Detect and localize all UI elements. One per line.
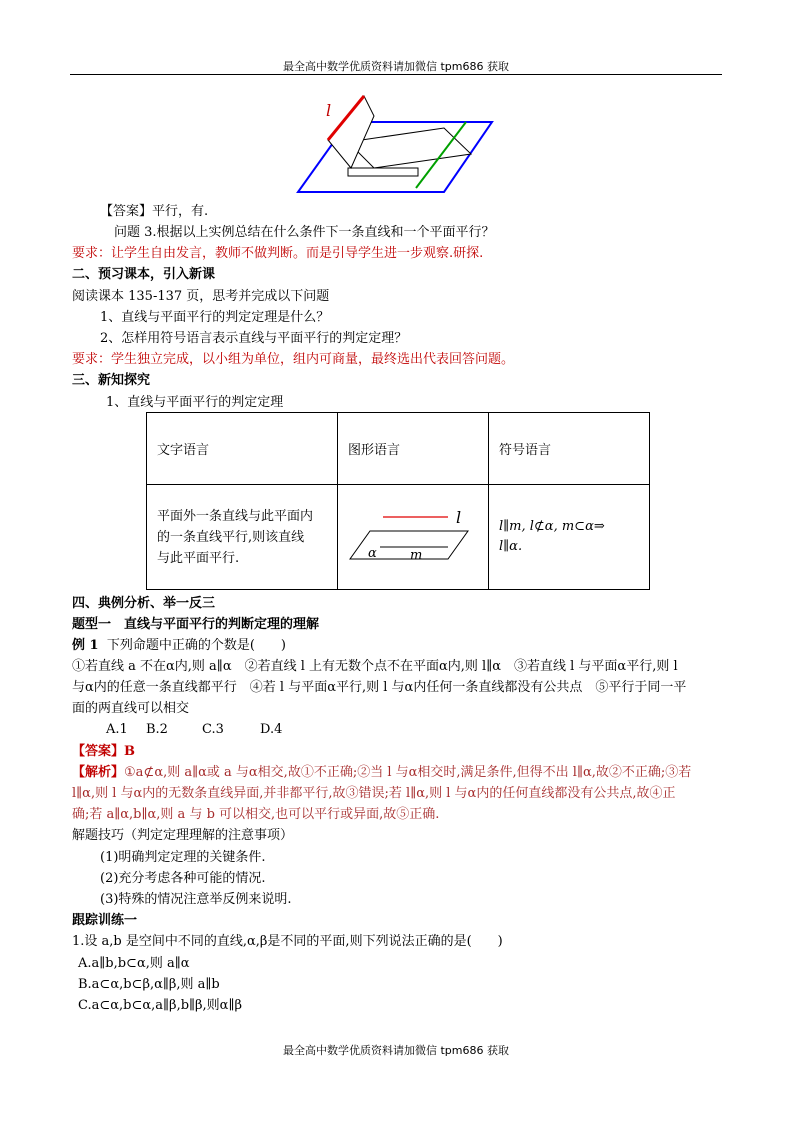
theorem-table xyxy=(146,412,650,590)
practice-1-option-c: C.a⊂α,b⊂α,a∥β,b∥β,则α∥β xyxy=(78,998,242,1013)
example-1-body-3: 面的两直线可以相交 xyxy=(72,701,190,716)
theorem-table-body-row xyxy=(147,485,650,590)
analysis-2: l∥α,则 l 与α内的无数条直线异面,并非都平行,故③错误;若 l∥α,则 l 与α内的任何直线都没有公共点,故④正 xyxy=(72,786,676,801)
theorem-title: 1、直线与平面平行的判定定理 xyxy=(106,395,284,410)
section-4-title: 四、典例分析、举一反三 xyxy=(72,596,216,611)
line-label-l: l xyxy=(326,101,332,120)
theorem-text-line3: 与此平面平行. xyxy=(157,550,240,566)
theorem-figure-cell xyxy=(338,485,489,590)
preview-question-2: 2、怎样用符号语言表示直线与平面平行的判定定理？ xyxy=(100,331,408,346)
type-1-title: 题型一 直线与平面平行的判断定理的理解 xyxy=(72,617,320,632)
practice-1-option-b: B.a⊂α,b⊂β,α∥β,则 a∥b xyxy=(78,977,220,992)
example-1-body-2: 与α内的任意一条直线都平行 ④若 l 与平面α平行,则 l 与α内任何一条直线都没有公共点 ⑤平行于同一平 xyxy=(72,680,687,695)
theorem-symbol-cell xyxy=(489,485,650,590)
practice-1-stem: 1.设 a,b 是空间中不同的直线,α,β是不同的平面,则下列说法正确的是( ) xyxy=(72,934,503,949)
theorem-figure xyxy=(338,495,488,575)
page-thickness xyxy=(348,168,418,176)
theorem-text-cell xyxy=(147,485,338,590)
book-plane-figure xyxy=(296,84,496,196)
header-symbol-language: 符号语言 xyxy=(489,413,650,485)
label-alpha: α xyxy=(368,546,377,561)
section-3-title: 三、新知探究 xyxy=(72,373,151,388)
symbol-line1: l∥m, l⊄α, m⊂α⇒ xyxy=(499,519,605,534)
option-d: D.4 xyxy=(260,722,283,737)
requirement-1: 要求：让学生自由发言，教师不做判断。而是引导学生进一步观察.研探. xyxy=(72,246,484,261)
preview-question-1: 1、直线与平面平行的判定定理是什么？ xyxy=(100,310,330,325)
tip-1: (1)明确判定定理的关键条件. xyxy=(100,850,266,865)
page-header: 最全高中数学优质资料请加微信 tpm686 获取 xyxy=(283,60,509,73)
example-1-label: 例 1 xyxy=(72,638,99,653)
header-text-language: 文字语言 xyxy=(147,413,338,485)
reading-instruction: 阅读课本 135-137 页，思考并完成以下问题 xyxy=(72,289,330,304)
theorem-text-line1: 平面外一条直线与此平面内 xyxy=(157,508,314,524)
answer-2: 【答案】B xyxy=(72,744,135,759)
label-l: l xyxy=(456,508,462,527)
header-rule xyxy=(70,74,722,75)
question-3: 问题 3.根据以上实例总结在什么条件下一条直线和一个平面平行？ xyxy=(114,225,495,240)
analysis-label: 【解析】 xyxy=(72,765,125,780)
symbol-line2: l∥α. xyxy=(499,539,523,554)
practice-title: 跟踪训练一 xyxy=(72,913,138,928)
tips-title: 解题技巧（判定定理理解的注意事项） xyxy=(72,828,294,843)
example-1-text: 下列命题中正确的个数是( ) xyxy=(106,638,286,653)
requirement-2: 要求：学生独立完成，以小组为单位，组内可商量，最终选出代表回答问题。 xyxy=(72,352,515,367)
example-1 xyxy=(72,635,286,656)
option-a: A.1 xyxy=(106,722,128,737)
page-footer: 最全高中数学优质资料请加微信 tpm686 获取 xyxy=(283,1044,509,1057)
header-figure-language: 图形语言 xyxy=(338,413,489,485)
answer-1: 【答案】平行，有. xyxy=(100,204,209,219)
tip-3: (3)特殊的情况注意举反例来说明. xyxy=(100,892,292,907)
example-1-options xyxy=(106,719,282,740)
section-2-title: 二、预习课本，引入新课 xyxy=(72,267,216,282)
theorem-text-line2: 的一条直线平行,则该直线 xyxy=(157,529,305,545)
analysis-3: 确;若 a∥α,b∥α,则 a 与 b 可以相交,也可以平行或异面,故⑤正确. xyxy=(72,807,440,822)
theorem-table-header-row xyxy=(147,413,650,485)
option-b: B.2 xyxy=(146,722,168,737)
tip-2: (2)充分考虑各种可能的情况. xyxy=(100,871,266,886)
label-m: m xyxy=(410,548,423,563)
practice-1-option-a: A.a∥b,b⊂α,则 a∥α xyxy=(78,956,190,971)
analysis-1 xyxy=(72,762,691,783)
example-1-body-1: ①若直线 a 不在α内,则 a∥α ②若直线 l 上有无数个点不在平面α内,则 l∥α ③若直线 l 与平面α平行,则 l xyxy=(72,659,678,674)
option-c: C.3 xyxy=(202,722,224,737)
analysis-1-text: ①a⊄α,则 a∥α或 a 与α相交,故①不正确;②当 l 与α相交时,满足条件,但得不出 l∥α,故②不正确;③若 xyxy=(124,765,692,780)
